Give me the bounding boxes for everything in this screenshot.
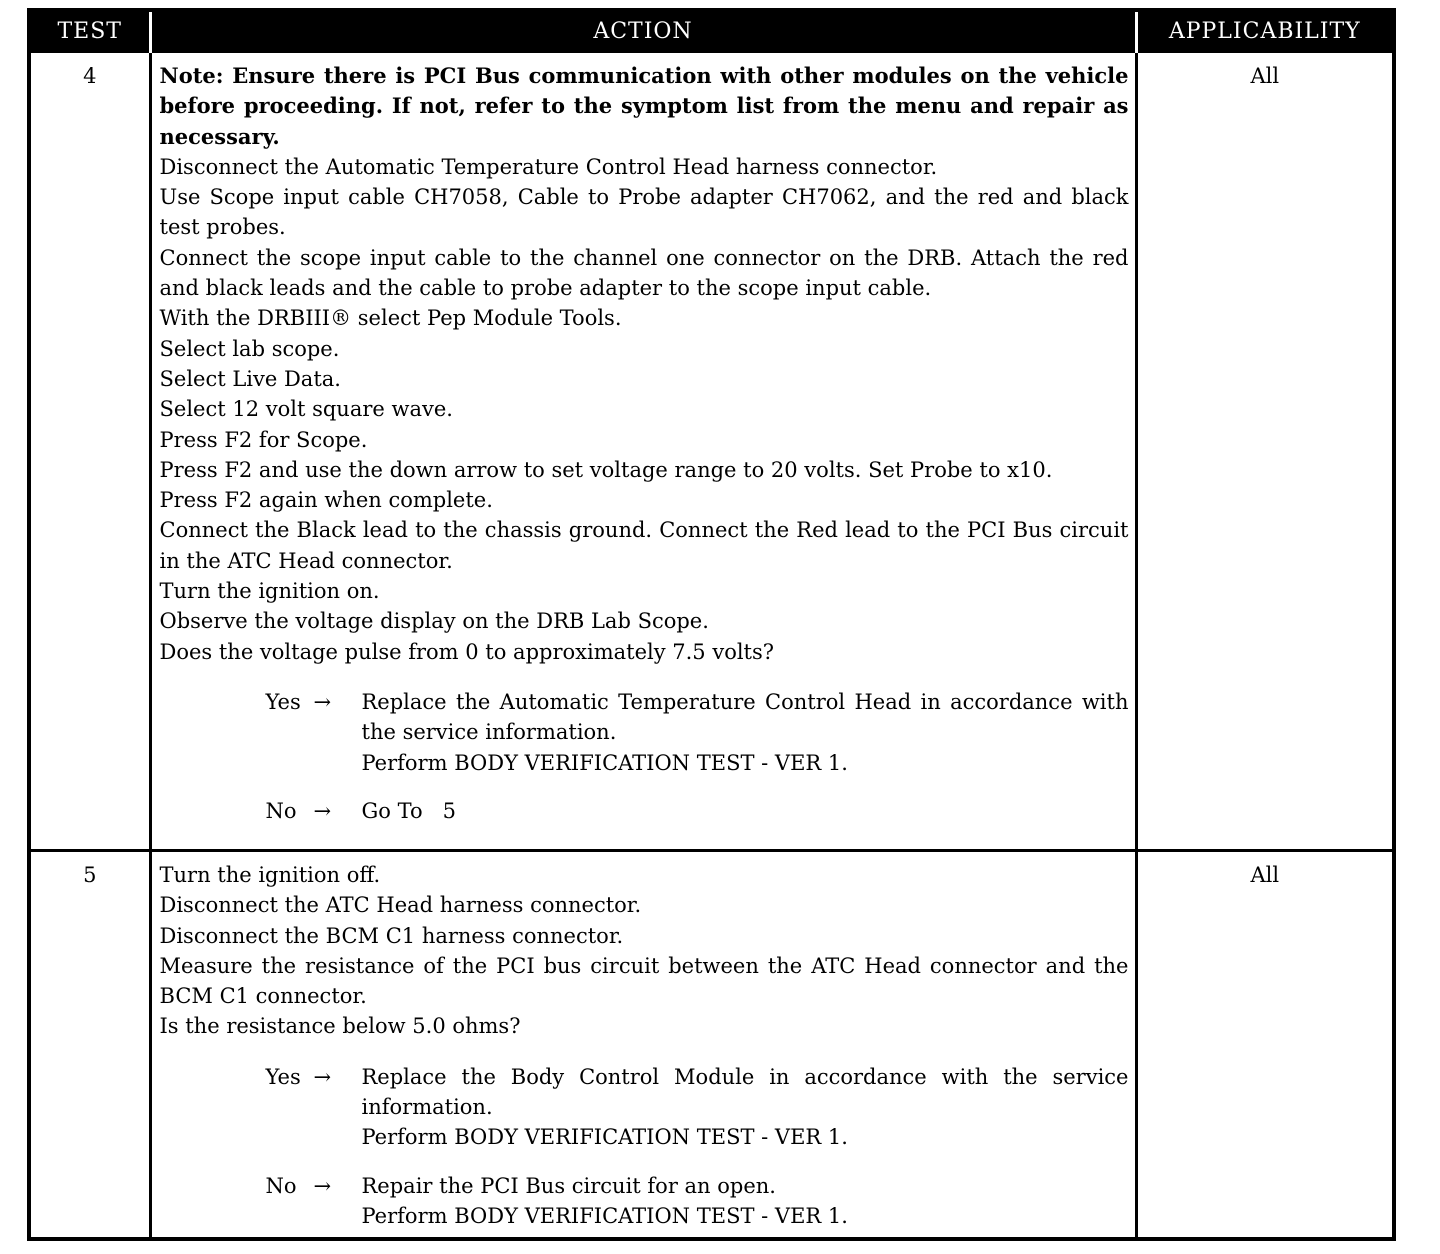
step-text: Select lab scope. [159,336,340,361]
no-label: No [265,1173,297,1198]
step-text: With the DRBIII® select Pep Module Tools. [159,306,622,331]
action-cell [150,851,1136,1240]
result-line: Go To 5 [361,798,456,823]
step-text: Observe the voltage display on the DRB Lab Scope. [159,609,709,634]
header-action: ACTION [150,10,1136,52]
yes-label: Yes [265,689,301,714]
arrow-right-icon: → [313,689,332,714]
result-line: Replace the Automatic Temperature Control Head in accordance with the service information. [361,689,1129,745]
step-text: Disconnect the ATC Head harness connector. [159,893,642,918]
step-text: Press F2 and use the down arrow to set voltage range to 20 volts. Set Probe to x10. [159,457,1053,482]
step-text: Select Live Data. [159,366,341,391]
step-text: Turn the ignition on. [159,579,380,604]
result-line: Perform BODY VERIFICATION TEST - VER 1. [361,1203,848,1228]
step-text: Press F2 for Scope. [159,427,368,452]
applicability-value: All [1136,52,1394,851]
question-text: Is the resistance below 5.0 ohms? [159,1014,521,1039]
no-label: No [265,798,297,823]
yes-branch [160,1062,1129,1153]
result-line: Perform BODY VERIFICATION TEST - VER 1. [361,750,848,775]
step-text: Disconnect the Automatic Temperature Control Head harness connector. [159,154,938,179]
action-cell [150,52,1136,851]
step-text: Use Scope input cable CH7058, Cable to Probe adapter CH7062, and the red and black test probes. [159,185,1129,240]
test-number: 5 [29,851,150,1240]
note-text: Note: Ensure there is PCI Bus communication with other modules on the vehicle before proceeding. If not, refer to the symptom list from the menu and repair as necessary. [159,63,1129,149]
no-result [362,1171,1129,1232]
step-text: Measure the resistance of the PCI bus circuit between the ATC Head connector and the BCM C1 connector. [159,953,1129,1009]
step-text: Select 12 volt square wave. [159,397,453,422]
step-text: Connect the Black lead to the chassis ground. Connect the Red lead to the PCI Bus circuit in the ATC Head connector. [159,518,1129,573]
arrow-right-icon: → [313,1173,332,1198]
diagnostic-test-table [27,8,1396,1241]
table-row-test-5 [29,851,1394,1240]
no-result [362,796,1129,826]
result-line: Repair the PCI Bus circuit for an open. [361,1173,776,1198]
yes-result [362,1062,1129,1153]
step-text: Connect the scope input cable to the channel one connector on the DRB. Attach the red and black leads and the cable to probe adapter to the scope input cable. [159,245,1129,301]
step-text: Turn the ignition off. [159,863,381,887]
step-text: Disconnect the BCM C1 harness connector. [159,923,624,948]
arrow-right-icon: → [313,798,332,823]
question-text: Does the voltage pulse from 0 to approximately 7.5 volts? [159,639,775,664]
header-test: TEST [29,10,150,52]
step-text: Press F2 again when complete. [159,488,493,513]
no-branch [160,1171,1129,1232]
yes-branch [160,687,1129,778]
yes-result [362,687,1129,778]
result-line: Replace the Body Control Module in accordance with the service information. [361,1064,1129,1120]
no-branch [160,796,1129,826]
test-number: 4 [29,52,150,851]
table-header-row [29,10,1394,52]
result-line: Perform BODY VERIFICATION TEST - VER 1. [361,1125,848,1150]
applicability-value: All [1136,851,1394,1240]
arrow-right-icon: → [313,1064,332,1089]
table-row-test-4 [29,52,1394,851]
yes-label: Yes [265,1064,301,1089]
header-applicability: APPLICABILITY [1136,10,1394,52]
